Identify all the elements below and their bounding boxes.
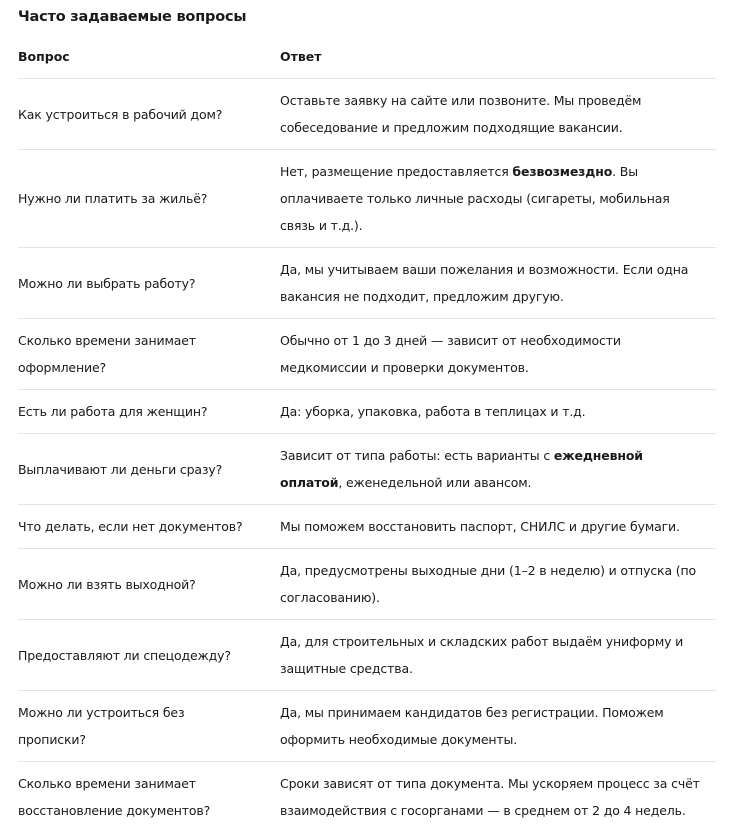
faq-row <box>18 390 716 434</box>
answer-column-header: Ответ <box>280 34 716 79</box>
answer-emphasis: ежедневной оплатой <box>280 448 643 490</box>
faq-answer <box>280 762 716 833</box>
faq-question: Сколько времени занимает восстановление документов? <box>18 776 211 818</box>
faq-row <box>18 620 716 691</box>
answer-text: , еженедельной или авансом. <box>338 475 532 490</box>
faq-row <box>18 79 716 150</box>
answer-text: Да: уборка, упаковка, работа в теплицах и т.д. <box>280 404 586 419</box>
faq-answer <box>280 150 716 248</box>
faq-answer <box>280 390 716 434</box>
faq-row <box>18 319 716 390</box>
faq-question: Предоставляют ли спецодежду? <box>18 620 280 691</box>
faq-answer <box>280 691 716 762</box>
faq-answer <box>280 620 716 691</box>
faq-title: Часто задаваемые вопросы <box>18 9 247 25</box>
faq-question: Можно ли взять выходной? <box>18 549 280 620</box>
faq-question: Можно ли выбрать работу? <box>18 248 280 319</box>
answer-text: Да, мы принимаем кандидатов без регистрации. Поможем оформить необходимые документы. <box>280 705 664 747</box>
faq-row <box>18 248 716 319</box>
faq-question: Выплачивают ли деньги сразу? <box>18 434 280 505</box>
faq-question: Как устроиться в рабочий дом? <box>18 79 280 150</box>
faq-answer <box>280 248 716 319</box>
faq-answer <box>280 79 716 150</box>
answer-text: Мы поможем восстановить паспорт, СНИЛС и другие бумаги. <box>280 519 680 534</box>
answer-text: Сроки зависят от типа документа. Мы ускоряем процесс за счёт взаимодействия с госорганами — в среднем от 2 до 4 недель. <box>280 776 700 818</box>
answer-text: Обычно от 1 до 3 дней — зависит от необходимости медкомиссии и проверки документов. <box>280 333 621 375</box>
faq-row <box>18 150 716 248</box>
answer-text: Зависит от типа работы: есть варианты с <box>280 448 554 463</box>
answer-text: Да, для строительных и складских работ выдаём униформу и защитные средства. <box>280 634 684 676</box>
faq-question: Что делать, если нет документов? <box>18 505 280 549</box>
answer-text: Нет, размещение предоставляется <box>280 164 513 179</box>
answer-emphasis: безвозмездно <box>512 164 613 179</box>
answer-text: Оставьте заявку на сайте или позвоните. Мы проведём собеседование и предложим подходящие вакансии. <box>280 93 642 135</box>
faq-row <box>18 549 716 620</box>
answer-text: Да, предусмотрены выходные дни (1–2 в неделю) и отпуска (по согласованию). <box>280 563 697 605</box>
faq-answer <box>280 434 716 505</box>
faq-question: Сколько времени занимает оформление? <box>18 319 280 390</box>
faq-answer <box>280 549 716 620</box>
faq-table-body <box>18 79 716 833</box>
faq-answer <box>280 505 716 549</box>
answer-text: . Вы оплачиваете только личные расходы (сигареты, мобильная связь и т.д.). <box>280 164 670 233</box>
faq-row <box>18 762 716 833</box>
faq-table <box>18 34 716 832</box>
faq-row <box>18 505 716 549</box>
faq-question: Есть ли работа для женщин? <box>18 390 280 434</box>
faq-question: Нужно ли платить за жильё? <box>18 150 280 248</box>
faq-question: Можно ли устроиться без прописки? <box>18 691 280 762</box>
faq-row <box>18 691 716 762</box>
faq-row <box>18 434 716 505</box>
answer-text: Да, мы учитываем ваши пожелания и возможности. Если одна вакансия не подходит, предложим другую. <box>280 262 689 304</box>
question-column-header: Вопрос <box>18 34 280 79</box>
faq-table-header-row <box>18 34 716 79</box>
faq-answer <box>280 319 716 390</box>
